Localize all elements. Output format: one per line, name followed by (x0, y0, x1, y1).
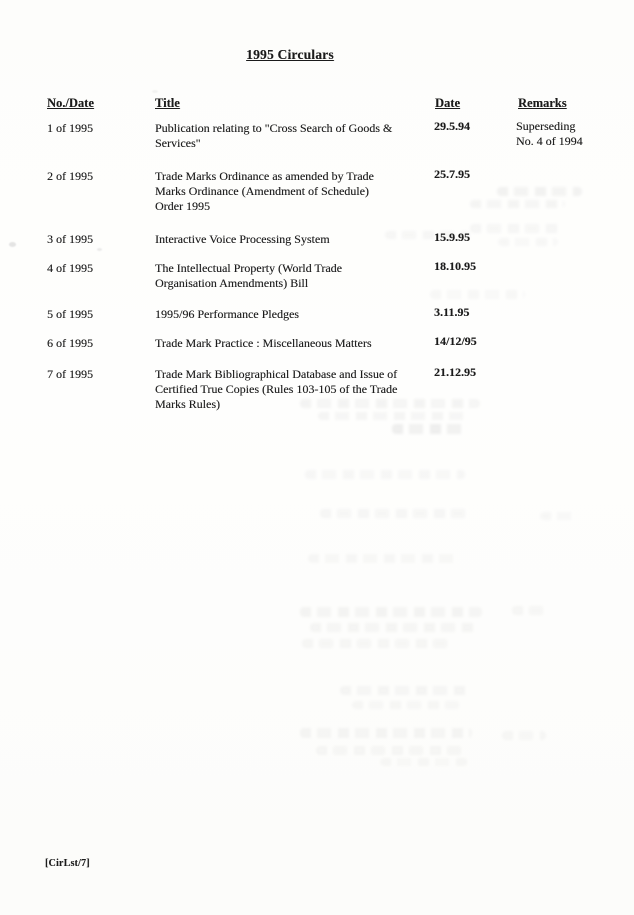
circular-title-line: Trade Marks Ordinance as amended by Trade (155, 169, 374, 183)
scan-speckle (97, 248, 102, 251)
bleedthrough-artifact (300, 399, 480, 408)
bleedthrough-artifact (430, 290, 525, 299)
circular-title-line: Organisation Amendments) Bill (155, 276, 309, 290)
bleedthrough-artifact (340, 686, 470, 695)
bleedthrough-artifact (302, 639, 450, 648)
circular-title (155, 261, 430, 291)
circular-remarks-line: Superseding (516, 119, 576, 133)
circular-title (155, 121, 430, 151)
circular-title (155, 336, 430, 351)
circular-date: 14/12/95 (434, 334, 477, 348)
bleedthrough-artifact (470, 224, 560, 233)
bleedthrough-artifact (497, 187, 582, 196)
circular-title-line: Trade Mark Bibliographical Database and Issue of (155, 367, 398, 381)
circular-number: 2 of 1995 (47, 169, 93, 183)
circular-title-line: Services" (155, 136, 201, 150)
circular-title-line: Marks Rules) (155, 397, 220, 411)
circular-remarks (516, 119, 616, 149)
circular-date: 3.11.95 (434, 305, 470, 319)
circular-remarks-line: No. 4 of 1994 (516, 134, 583, 148)
bleedthrough-artifact (392, 424, 464, 434)
circular-title (155, 307, 430, 322)
circular-number: 7 of 1995 (47, 367, 93, 381)
bleedthrough-artifact (308, 554, 460, 563)
circular-date: 15.9.95 (434, 230, 470, 244)
circular-date: 18.10.95 (434, 259, 476, 273)
circular-title-line: Certified True Copies (Rules 103-105 of the Trade (155, 382, 398, 396)
circular-title-line: Interactive Voice Processing System (155, 232, 330, 246)
bleedthrough-artifact (300, 728, 472, 738)
footer-reference: [CirLst/7] (45, 858, 90, 869)
bleedthrough-artifact (470, 200, 565, 208)
bleedthrough-artifact (320, 509, 470, 518)
column-header-remarks: Remarks (518, 96, 567, 110)
circular-date: 29.5.94 (434, 119, 470, 133)
circular-title (155, 169, 430, 214)
circular-title-line: Marks Ordinance (Amendment of Schedule) (155, 184, 369, 198)
bleedthrough-artifact (385, 231, 470, 239)
circular-number: 3 of 1995 (47, 232, 93, 246)
scan-speckle (9, 242, 16, 247)
circular-date: 25.7.95 (434, 167, 470, 181)
bleedthrough-artifact (300, 607, 482, 617)
bleedthrough-artifact (502, 731, 546, 740)
bleedthrough-artifact (316, 746, 464, 755)
bleedthrough-artifact (305, 470, 465, 479)
bleedthrough-artifact (498, 238, 558, 246)
circular-number: 1 of 1995 (47, 121, 93, 135)
page-title: 1995 Circulars (246, 47, 334, 62)
bleedthrough-artifact (310, 623, 475, 632)
column-header-no-date: No./Date (47, 96, 94, 110)
bleedthrough-artifact (318, 412, 468, 420)
circular-title-line: Publication relating to "Cross Search of Goods & (155, 121, 393, 135)
circular-number: 4 of 1995 (47, 261, 93, 275)
bleedthrough-artifact (512, 606, 546, 615)
bleedthrough-artifact (540, 512, 578, 520)
column-header-title: Title (155, 96, 180, 110)
bleedthrough-artifact (352, 701, 460, 709)
scan-speckle (152, 90, 158, 93)
circular-number: 5 of 1995 (47, 307, 93, 321)
circular-title-line: Trade Mark Practice : Miscellaneous Matters (155, 336, 372, 350)
circular-title-line: The Intellectual Property (World Trade (155, 261, 342, 275)
column-header-date: Date (435, 96, 460, 110)
circular-date: 21.12.95 (434, 365, 476, 379)
circular-title-line: Order 1995 (155, 199, 210, 213)
circular-number: 6 of 1995 (47, 336, 93, 350)
bleedthrough-artifact (380, 758, 468, 766)
circular-title-line: 1995/96 Performance Pledges (155, 307, 299, 321)
